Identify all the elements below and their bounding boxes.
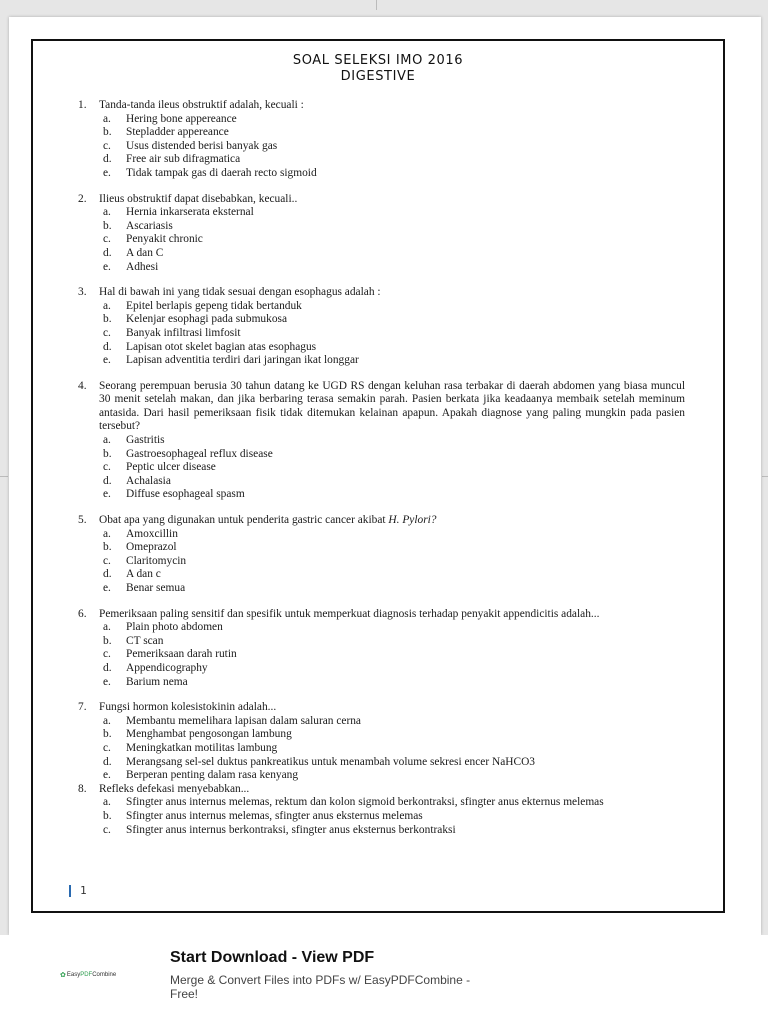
option-text: Penyakit chronic xyxy=(126,233,203,246)
question-6 xyxy=(78,608,685,690)
question-stem xyxy=(78,286,685,300)
option-letter: a. xyxy=(103,527,111,540)
answer-option xyxy=(78,769,685,783)
question-stem xyxy=(78,701,685,715)
option-letter: a. xyxy=(103,796,111,809)
answer-option xyxy=(78,810,685,824)
question-number: 5. xyxy=(78,514,87,527)
option-text: Amoxcillin xyxy=(126,527,178,540)
answer-option xyxy=(78,528,685,542)
option-text: Omeprazol xyxy=(126,541,177,554)
question-text: Obat apa yang digunakan untuk penderita gastric cancer akibat H. Pylori? xyxy=(99,514,437,527)
option-text: Berperan penting dalam rasa kenyang xyxy=(126,769,299,782)
answer-option xyxy=(78,621,685,635)
option-letter: c. xyxy=(103,741,111,754)
answer-option xyxy=(78,648,685,662)
option-letter: c. xyxy=(103,326,111,339)
page-number xyxy=(69,884,87,897)
option-text: Tidak tampak gas di daerah recto sigmoid xyxy=(126,166,317,179)
question-text: Fungsi hormon kolesistokinin adalah... xyxy=(99,701,277,714)
option-list xyxy=(78,621,685,689)
logo-leaf-icon: ✿ xyxy=(60,972,66,979)
viewer-tick xyxy=(0,476,8,477)
option-letter: e. xyxy=(103,166,111,179)
question-number: 2. xyxy=(78,192,87,205)
answer-option xyxy=(78,140,685,154)
option-text: Gastritis xyxy=(126,434,165,447)
answer-option xyxy=(78,126,685,140)
option-letter: c. xyxy=(103,233,111,246)
answer-option xyxy=(78,796,685,810)
answer-option xyxy=(78,153,685,167)
answer-option xyxy=(78,313,685,327)
option-text: Sfingter anus internus melemas, rektum dan kolon sigmoid berkontraksi, sfingter anus ekternus melemas xyxy=(126,796,604,809)
option-text: Meningkatkan motilitas lambung xyxy=(126,741,278,754)
option-letter: a. xyxy=(103,434,111,447)
question-list xyxy=(78,99,685,849)
answer-option xyxy=(78,233,685,247)
question-2 xyxy=(78,193,685,275)
option-text: Appendicography xyxy=(126,661,208,674)
option-letter: d. xyxy=(103,340,112,353)
option-letter: d. xyxy=(103,568,112,581)
pdf-page xyxy=(9,17,761,935)
option-text: CT scan xyxy=(126,634,164,647)
question-number: 4. xyxy=(78,379,87,392)
answer-option xyxy=(78,434,685,448)
option-letter: e. xyxy=(103,260,111,273)
option-letter: b. xyxy=(103,219,112,232)
option-text: A dan C xyxy=(126,246,164,259)
option-text: Sfingter anus internus melemas, sfingter anus eksternus melemas xyxy=(126,809,423,822)
option-list xyxy=(78,715,685,783)
option-list xyxy=(78,206,685,274)
option-letter: d. xyxy=(103,661,112,674)
option-text: Merangsang sel-sel duktus pankreatikus untuk menambah volume sekresi encer NaHCO3 xyxy=(126,755,536,768)
answer-option xyxy=(78,728,685,742)
answer-option xyxy=(78,582,685,596)
option-text: A dan c xyxy=(126,568,161,581)
answer-option xyxy=(78,824,685,838)
question-number: 8. xyxy=(78,782,87,795)
option-letter: a. xyxy=(103,299,111,312)
option-text: Pemeriksaan darah rutin xyxy=(126,648,237,661)
option-list xyxy=(78,528,685,596)
option-letter: c. xyxy=(103,554,111,567)
option-list xyxy=(78,796,685,837)
option-text: Banyak infiltrasi limfosit xyxy=(126,326,241,339)
document-title xyxy=(33,53,723,85)
option-letter: a. xyxy=(103,714,111,727)
ad-description: Merge & Convert Files into PDFs w/ EasyPDFCombine - Free! xyxy=(170,973,471,1001)
question-5 xyxy=(78,514,685,596)
option-letter: d. xyxy=(103,246,112,259)
option-text: Menghambat pengosongan lambung xyxy=(126,728,292,741)
option-letter: b. xyxy=(103,541,112,554)
option-text: Adhesi xyxy=(126,260,159,273)
answer-option xyxy=(78,448,685,462)
answer-option xyxy=(78,635,685,649)
answer-option xyxy=(78,475,685,489)
viewer-tick xyxy=(762,476,768,477)
option-letter: b. xyxy=(103,728,112,741)
answer-option xyxy=(78,541,685,555)
answer-option xyxy=(78,327,685,341)
question-3 xyxy=(78,286,685,368)
question-text: Refleks defekasi menyebabkan... xyxy=(99,782,250,795)
answer-option xyxy=(78,676,685,690)
option-list xyxy=(78,113,685,181)
question-stem xyxy=(78,783,685,797)
option-letter: a. xyxy=(103,206,111,219)
option-letter: e. xyxy=(103,582,111,594)
question-stem xyxy=(78,608,685,622)
answer-option xyxy=(78,742,685,756)
option-text: Membantu memelihara lapisan dalam saluran cerna xyxy=(126,714,361,727)
question-8 xyxy=(78,783,685,837)
page-border-frame xyxy=(31,39,725,913)
answer-option xyxy=(78,662,685,676)
question-number: 7. xyxy=(78,701,87,714)
option-letter: c. xyxy=(103,648,111,661)
option-letter: e. xyxy=(103,675,111,688)
logo-text-prefix: Easy xyxy=(66,972,81,978)
title-line-1: SOAL SELEKSI IMO 2016 xyxy=(292,53,464,68)
answer-option xyxy=(78,220,685,234)
question-text: Ilieus obstruktif dapat disebabkan, kecuali.. xyxy=(99,192,298,205)
option-text: Gastroesophageal reflux disease xyxy=(126,447,273,460)
answer-option xyxy=(78,488,685,502)
page-number-value: 1 xyxy=(80,884,87,897)
easypdfcombine-logo[interactable] xyxy=(60,971,116,979)
option-letter: e. xyxy=(103,488,111,501)
answer-option xyxy=(78,756,685,770)
option-text: Sfingter anus internus berkontraksi, sfingter anus eksternus berkontraksi xyxy=(126,823,456,836)
answer-option xyxy=(78,555,685,569)
question-text: Seorang perempuan berusia 30 tahun datang ke UGD RS dengan keluhan rasa terbakar di daerah abdomen yang biasa muncul 30 menit setelah makan, dan jika berbaring terasa semakin parah. Pasien berkata jika keadaanya membaik setelah meminum antasida. Dari hasil pemeriksaan fisik tidak ditemukan kelainan apapun. Apakah diagnose yang paling mungkin pada pasien tersebut? xyxy=(99,379,685,433)
answer-option xyxy=(78,354,685,368)
option-letter: d. xyxy=(103,474,112,487)
option-letter: b. xyxy=(103,809,112,822)
option-text: Hering bone appereance xyxy=(126,112,237,125)
option-letter: e. xyxy=(103,354,111,367)
option-letter: c. xyxy=(103,139,111,152)
option-text: Usus distended berisi banyak gas xyxy=(126,139,278,152)
logo-text-pdf: PDF xyxy=(80,972,93,978)
option-text: Claritomycin xyxy=(126,554,187,567)
option-text: Peptic ulcer disease xyxy=(126,461,216,474)
option-letter: a. xyxy=(103,621,111,634)
answer-option xyxy=(78,247,685,261)
page-number-marker xyxy=(69,885,71,897)
option-list xyxy=(78,300,685,368)
logo-text-suffix: Combine xyxy=(92,972,117,978)
question-number: 6. xyxy=(78,607,87,620)
option-letter: a. xyxy=(103,112,111,125)
option-letter: b. xyxy=(103,634,112,647)
question-stem xyxy=(78,514,685,528)
option-text: Hernia inkarserata eksternal xyxy=(126,206,254,219)
option-text: Lapisan otot skelet bagian atas esophagus xyxy=(126,340,317,353)
question-text-italic: H. Pylori? xyxy=(388,514,437,527)
download-ad-banner[interactable] xyxy=(0,935,768,1024)
option-letter: d. xyxy=(103,755,112,768)
option-text: Free air sub difragmatica xyxy=(126,153,241,166)
question-stem xyxy=(78,380,685,434)
question-7 xyxy=(78,701,685,783)
answer-option xyxy=(78,341,685,355)
option-text: Diffuse esophageal spasm xyxy=(126,488,245,501)
question-number: 3. xyxy=(78,286,87,299)
option-text: Ascariasis xyxy=(126,219,173,232)
option-text: Benar semua xyxy=(126,582,186,594)
question-text: Pemeriksaan paling sensitif dan spesifik untuk memperkuat diagnosis terhadap penyakit appendicitis adalah... xyxy=(99,607,600,620)
title-line-2: DIGESTIVE xyxy=(340,69,416,84)
option-letter: c. xyxy=(103,823,111,836)
question-text: Hal di bawah ini yang tidak sesuai dengan esophagus adalah : xyxy=(99,286,381,299)
option-text: Barium nema xyxy=(126,675,188,688)
answer-option xyxy=(78,113,685,127)
option-list xyxy=(78,434,685,502)
answer-option xyxy=(78,261,685,275)
question-text: Tanda-tanda ileus obstruktif adalah, kecuali : xyxy=(99,99,304,111)
answer-option xyxy=(78,167,685,181)
option-letter: e. xyxy=(103,769,111,782)
question-stem xyxy=(78,193,685,207)
option-text: Stepladder appereance xyxy=(126,126,229,139)
option-text: Achalasia xyxy=(126,474,171,487)
answer-option xyxy=(78,568,685,582)
option-text: Plain photo abdomen xyxy=(126,621,223,634)
question-4 xyxy=(78,380,685,502)
answer-option xyxy=(78,206,685,220)
ad-title-link[interactable]: Start Download - View PDF xyxy=(170,949,375,966)
answer-option xyxy=(78,715,685,729)
answer-option xyxy=(78,300,685,314)
answer-option xyxy=(78,461,685,475)
option-text: Lapisan adventitia terdiri dari jaringan ikat longgar xyxy=(126,354,359,367)
option-letter: b. xyxy=(103,126,112,139)
option-letter: c. xyxy=(103,461,111,474)
question-stem xyxy=(78,99,685,113)
option-text: Epitel berlapis gepeng tidak bertanduk xyxy=(126,299,302,312)
option-letter: b. xyxy=(103,447,112,460)
option-letter: b. xyxy=(103,313,112,326)
option-letter: d. xyxy=(103,153,112,166)
question-1 xyxy=(78,99,685,181)
option-text: Kelenjar esophagi pada submukosa xyxy=(126,313,288,326)
viewer-tick xyxy=(376,0,377,10)
question-number: 1. xyxy=(78,99,87,111)
